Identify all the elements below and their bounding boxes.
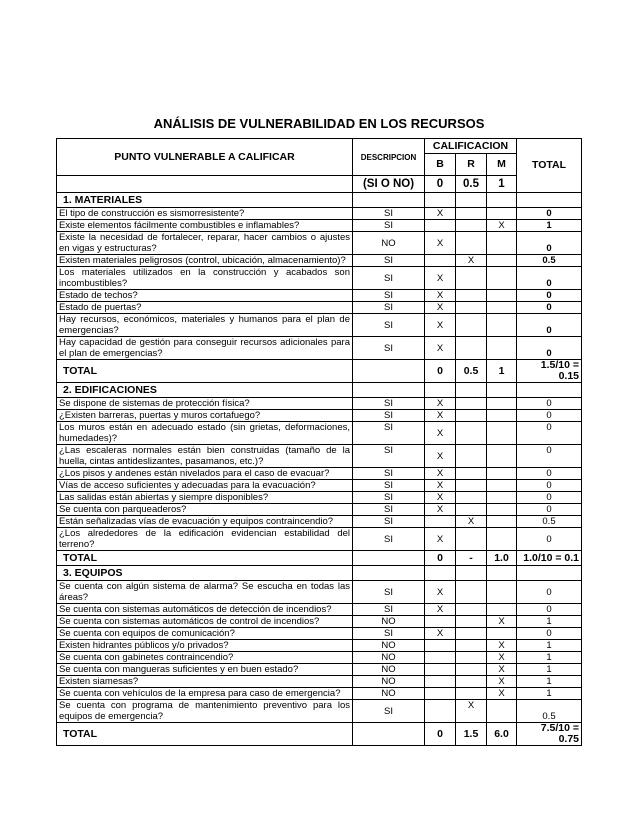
row-total: 0 [517, 628, 582, 640]
header-value-b: 0 [425, 176, 456, 193]
section-header-empty-cell [456, 566, 487, 581]
section-header-empty-cell [487, 566, 517, 581]
row-mark-r [456, 468, 487, 480]
table-row [57, 398, 582, 410]
total-b: 0 [425, 551, 456, 566]
total-empty [353, 360, 425, 383]
row-mark-b [425, 516, 456, 528]
row-total: 1 [517, 664, 582, 676]
row-mark-m [487, 410, 517, 422]
row-total: 1 [517, 688, 582, 700]
row-mark-r [456, 480, 487, 492]
row-total: 0 [517, 410, 582, 422]
table-row [57, 267, 582, 290]
table-row [57, 314, 582, 337]
row-question: Hay recursos, económicos, materiales y humanos para el plan de emergencias? [57, 314, 353, 337]
row-question: Se cuenta con mangueras suficientes y en buen estado? [57, 664, 353, 676]
row-mark-b: X [425, 208, 456, 220]
section-header-empty-cell [425, 193, 456, 208]
row-descripcion: SI [353, 337, 425, 360]
section-header-empty-cell [487, 383, 517, 398]
row-mark-b: X [425, 232, 456, 255]
row-mark-m [487, 398, 517, 410]
row-descripcion: NO [353, 676, 425, 688]
row-mark-r [456, 504, 487, 516]
row-mark-r [456, 616, 487, 628]
document-title: ANÁLISIS DE VULNERABILIDAD EN LOS RECURSOS [153, 116, 485, 131]
row-mark-b [425, 640, 456, 652]
row-mark-m [487, 480, 517, 492]
row-descripcion: SI [353, 302, 425, 314]
total-empty [353, 723, 425, 746]
row-mark-m [487, 581, 517, 604]
row-mark-b [425, 676, 456, 688]
row-question: Se cuenta con programa de mantenimiento preventivo para los equipos de emergencia? [57, 700, 353, 723]
header-value-m: 1 [487, 176, 517, 193]
row-mark-b [425, 255, 456, 267]
section-title: 3. EQUIPOS [57, 566, 353, 581]
header-m: M [487, 154, 517, 176]
row-descripcion: NO [353, 652, 425, 664]
section-header-empty-cell [425, 566, 456, 581]
row-mark-m [487, 255, 517, 267]
table-row [57, 468, 582, 480]
row-mark-b: X [425, 398, 456, 410]
row-mark-r [456, 628, 487, 640]
row-total: 0.5 [517, 700, 582, 723]
row-descripcion: SI [353, 410, 425, 422]
row-total: 0 [517, 422, 582, 445]
row-descripcion: SI [353, 267, 425, 290]
row-mark-m: X [487, 616, 517, 628]
table-row [57, 516, 582, 528]
row-total: 0 [517, 267, 582, 290]
row-descripcion: SI [353, 480, 425, 492]
row-mark-b: X [425, 290, 456, 302]
row-mark-b [425, 700, 456, 723]
row-mark-r [456, 652, 487, 664]
header-punto: PUNTO VULNERABLE A CALIFICAR [57, 139, 353, 176]
row-mark-m: X [487, 220, 517, 232]
row-mark-m [487, 604, 517, 616]
row-descripcion: SI [353, 516, 425, 528]
row-mark-b: X [425, 528, 456, 551]
table-body [57, 193, 582, 746]
table-row [57, 528, 582, 551]
row-descripcion: NO [353, 664, 425, 676]
section-header-empty-cell [353, 193, 425, 208]
row-mark-r [456, 492, 487, 504]
row-mark-b: X [425, 302, 456, 314]
row-mark-r [456, 640, 487, 652]
total-empty [353, 551, 425, 566]
table-row [57, 290, 582, 302]
row-mark-r [456, 676, 487, 688]
header-empty-cell [57, 176, 353, 193]
row-total: 0 [517, 232, 582, 255]
section-header-empty-cell [456, 193, 487, 208]
row-mark-b: X [425, 628, 456, 640]
row-total: 0 [517, 492, 582, 504]
section-header-row [57, 193, 582, 208]
row-question: Hay capacidad de gestión para conseguir recursos adicionales para el plan de emergencias? [57, 337, 353, 360]
vulnerability-table [56, 138, 582, 746]
row-total: 0.5 [517, 516, 582, 528]
row-question: Se dispone de sistemas de protección física? [57, 398, 353, 410]
total-label: TOTAL [57, 360, 353, 383]
row-mark-r [456, 290, 487, 302]
row-question: ¿Los pisos y andenes están nivelados para el caso de evacuar? [57, 468, 353, 480]
row-descripcion: SI [353, 398, 425, 410]
row-mark-m [487, 492, 517, 504]
header-total: TOTAL [517, 139, 582, 193]
row-mark-b: X [425, 480, 456, 492]
row-total: 1 [517, 676, 582, 688]
row-mark-b: X [425, 492, 456, 504]
row-question: Se cuenta con sistemas automáticos de detección de incendios? [57, 604, 353, 616]
table-row [57, 410, 582, 422]
row-question: Se cuenta con algún sistema de alarma? Se escucha en todas las áreas? [57, 581, 353, 604]
row-mark-r [456, 445, 487, 468]
row-mark-r: X [456, 255, 487, 267]
section-title: 2. EDIFICACIONES [57, 383, 353, 398]
row-descripcion: NO [353, 640, 425, 652]
row-mark-m: X [487, 640, 517, 652]
row-total: 0 [517, 302, 582, 314]
row-mark-r [456, 337, 487, 360]
total-result: 7.5/10 = 0.75 [517, 723, 582, 746]
row-mark-r [456, 208, 487, 220]
header-si-no: (SI O NO) [353, 176, 425, 193]
row-mark-r [456, 581, 487, 604]
section-header-empty-cell [517, 566, 582, 581]
row-mark-b: X [425, 604, 456, 616]
row-question: Estado de techos? [57, 290, 353, 302]
total-r: 0.5 [456, 360, 487, 383]
row-question: El tipo de construcción es sismorresistente? [57, 208, 353, 220]
row-mark-b [425, 688, 456, 700]
row-mark-m [487, 700, 517, 723]
row-descripcion: SI [353, 581, 425, 604]
section-header-empty-cell [487, 193, 517, 208]
table-row [57, 302, 582, 314]
row-descripcion: SI [353, 445, 425, 468]
row-mark-r [456, 314, 487, 337]
row-question: Estado de puertas? [57, 302, 353, 314]
row-question: Existen hidrantes públicos y/o privados? [57, 640, 353, 652]
row-total: 0 [517, 314, 582, 337]
section-header-empty-cell [353, 566, 425, 581]
row-descripcion: NO [353, 616, 425, 628]
row-mark-m: X [487, 664, 517, 676]
row-mark-m [487, 504, 517, 516]
row-mark-r [456, 398, 487, 410]
section-header-empty-cell [517, 383, 582, 398]
section-total-row [57, 551, 582, 566]
row-question: ¿Las escaleras normales están bien construidas (tamaño de la huella, cintas antideslizantes, pasamanos, etc.)? [57, 445, 353, 468]
row-question: Se cuenta con sistemas automáticos de control de incendios? [57, 616, 353, 628]
row-mark-r [456, 232, 487, 255]
row-mark-b [425, 616, 456, 628]
row-mark-m: X [487, 676, 517, 688]
table-row [57, 640, 582, 652]
row-mark-b: X [425, 468, 456, 480]
header-value-r: 0.5 [456, 176, 487, 193]
total-result: 1.5/10 = 0.15 [517, 360, 582, 383]
section-total-row [57, 723, 582, 746]
row-mark-m [487, 267, 517, 290]
row-mark-m [487, 290, 517, 302]
row-mark-b: X [425, 267, 456, 290]
table-row [57, 652, 582, 664]
row-descripcion: SI [353, 290, 425, 302]
header-b: B [425, 154, 456, 176]
table-row [57, 208, 582, 220]
row-mark-b [425, 664, 456, 676]
row-mark-m [487, 302, 517, 314]
row-mark-r [456, 688, 487, 700]
row-total: 0 [517, 398, 582, 410]
total-m: 6.0 [487, 723, 517, 746]
row-mark-m [487, 314, 517, 337]
total-m: 1.0 [487, 551, 517, 566]
table-row [57, 255, 582, 267]
row-mark-m [487, 422, 517, 445]
row-question: Existe la necesidad de fortalecer, reparar, hacer cambios o ajustes en vigas y estructuras? [57, 232, 353, 255]
row-descripcion: SI [353, 468, 425, 480]
row-total: 0 [517, 290, 582, 302]
table-row [57, 337, 582, 360]
row-question: Se cuenta con equipos de comunicación? [57, 628, 353, 640]
row-question: Se cuenta con parqueaderos? [57, 504, 353, 516]
row-mark-r [456, 604, 487, 616]
row-mark-r [456, 302, 487, 314]
table-row [57, 664, 582, 676]
table-row [57, 445, 582, 468]
row-mark-r: X [456, 516, 487, 528]
row-total: 1 [517, 640, 582, 652]
section-header-empty-cell [425, 383, 456, 398]
row-mark-b: X [425, 314, 456, 337]
row-total: 0 [517, 604, 582, 616]
row-question: Se cuenta con vehículos de la empresa para caso de emergencia? [57, 688, 353, 700]
section-header-empty-cell [517, 193, 582, 208]
row-mark-m [487, 516, 517, 528]
row-descripcion: SI [353, 604, 425, 616]
row-total: 1 [517, 616, 582, 628]
table-row [57, 492, 582, 504]
row-total: 0 [517, 468, 582, 480]
section-header-row [57, 383, 582, 398]
section-total-row [57, 360, 582, 383]
table-row [57, 504, 582, 516]
row-descripcion: SI [353, 208, 425, 220]
row-descripcion: SI [353, 628, 425, 640]
row-total: 0 [517, 581, 582, 604]
table-row [57, 422, 582, 445]
total-b: 0 [425, 360, 456, 383]
row-total: 0 [517, 528, 582, 551]
total-label: TOTAL [57, 723, 353, 746]
row-descripcion: SI [353, 504, 425, 516]
row-question: Existen siamesas? [57, 676, 353, 688]
row-question: Existen materiales peligrosos (control, ubicación, almacenamiento)? [57, 255, 353, 267]
row-mark-b: X [425, 410, 456, 422]
row-mark-b: X [425, 422, 456, 445]
row-descripcion: SI [353, 492, 425, 504]
total-b: 0 [425, 723, 456, 746]
table-row [57, 700, 582, 723]
table-row [57, 616, 582, 628]
table-row [57, 604, 582, 616]
row-mark-b: X [425, 504, 456, 516]
row-total: 0 [517, 504, 582, 516]
row-mark-m [487, 208, 517, 220]
total-r: - [456, 551, 487, 566]
row-mark-b [425, 220, 456, 232]
section-header-empty-cell [353, 383, 425, 398]
table-row [57, 220, 582, 232]
total-r: 1.5 [456, 723, 487, 746]
row-total: 0 [517, 445, 582, 468]
row-total: 0 [517, 337, 582, 360]
row-question: Los materiales utilizados en la construcción y acabados son incombustibles? [57, 267, 353, 290]
section-title: 1. MATERIALES [57, 193, 353, 208]
header-calificacion: CALIFICACION [425, 139, 517, 154]
row-total: 0 [517, 480, 582, 492]
row-mark-m [487, 232, 517, 255]
row-question: Están señalizadas vías de evacuación y equipos contraincendio? [57, 516, 353, 528]
row-mark-r: X [456, 700, 487, 723]
row-total: 1 [517, 652, 582, 664]
row-mark-m [487, 445, 517, 468]
row-total: 1 [517, 220, 582, 232]
row-mark-r [456, 220, 487, 232]
row-mark-b: X [425, 581, 456, 604]
header-descripcion: DESCRIPCION [353, 139, 425, 176]
row-mark-m [487, 528, 517, 551]
row-question: Las salidas están abiertas y siempre disponibles? [57, 492, 353, 504]
table-row [57, 480, 582, 492]
row-mark-m: X [487, 688, 517, 700]
row-mark-b: X [425, 445, 456, 468]
total-label: TOTAL [57, 551, 353, 566]
row-descripcion: SI [353, 528, 425, 551]
table-row [57, 628, 582, 640]
header-r: R [456, 154, 487, 176]
row-mark-m: X [487, 652, 517, 664]
row-question: ¿Existen barreras, puertas y muros cortafuego? [57, 410, 353, 422]
section-header-row [57, 566, 582, 581]
row-descripcion: NO [353, 232, 425, 255]
row-question: Vías de acceso suficientes y adecuadas para la evacuación? [57, 480, 353, 492]
table-row [57, 581, 582, 604]
row-descripcion: SI [353, 255, 425, 267]
row-question: Existe elementos fácilmente combustibles e inflamables? [57, 220, 353, 232]
section-header-empty-cell [456, 383, 487, 398]
row-descripcion: SI [353, 314, 425, 337]
row-descripcion: NO [353, 688, 425, 700]
total-m: 1 [487, 360, 517, 383]
row-descripcion: SI [353, 422, 425, 445]
row-mark-b: X [425, 337, 456, 360]
row-mark-r [456, 410, 487, 422]
row-mark-r [456, 422, 487, 445]
row-question: Se cuenta con gabinetes contraincendio? [57, 652, 353, 664]
row-descripcion: SI [353, 700, 425, 723]
row-mark-r [456, 664, 487, 676]
row-question: Los muros están en adecuado estado (sin grietas, deformaciones, humedades)? [57, 422, 353, 445]
row-total: 0 [517, 208, 582, 220]
total-result: 1.0/10 = 0.1 [517, 551, 582, 566]
row-mark-m [487, 337, 517, 360]
row-mark-b [425, 652, 456, 664]
table-row [57, 232, 582, 255]
row-total: 0.5 [517, 255, 582, 267]
row-mark-r [456, 528, 487, 551]
table-row [57, 688, 582, 700]
row-question: ¿Los alrededores de la edificación evidencian estabilidad del terreno? [57, 528, 353, 551]
row-mark-r [456, 267, 487, 290]
row-mark-m [487, 628, 517, 640]
row-mark-m [487, 468, 517, 480]
row-descripcion: SI [353, 220, 425, 232]
table-row [57, 676, 582, 688]
